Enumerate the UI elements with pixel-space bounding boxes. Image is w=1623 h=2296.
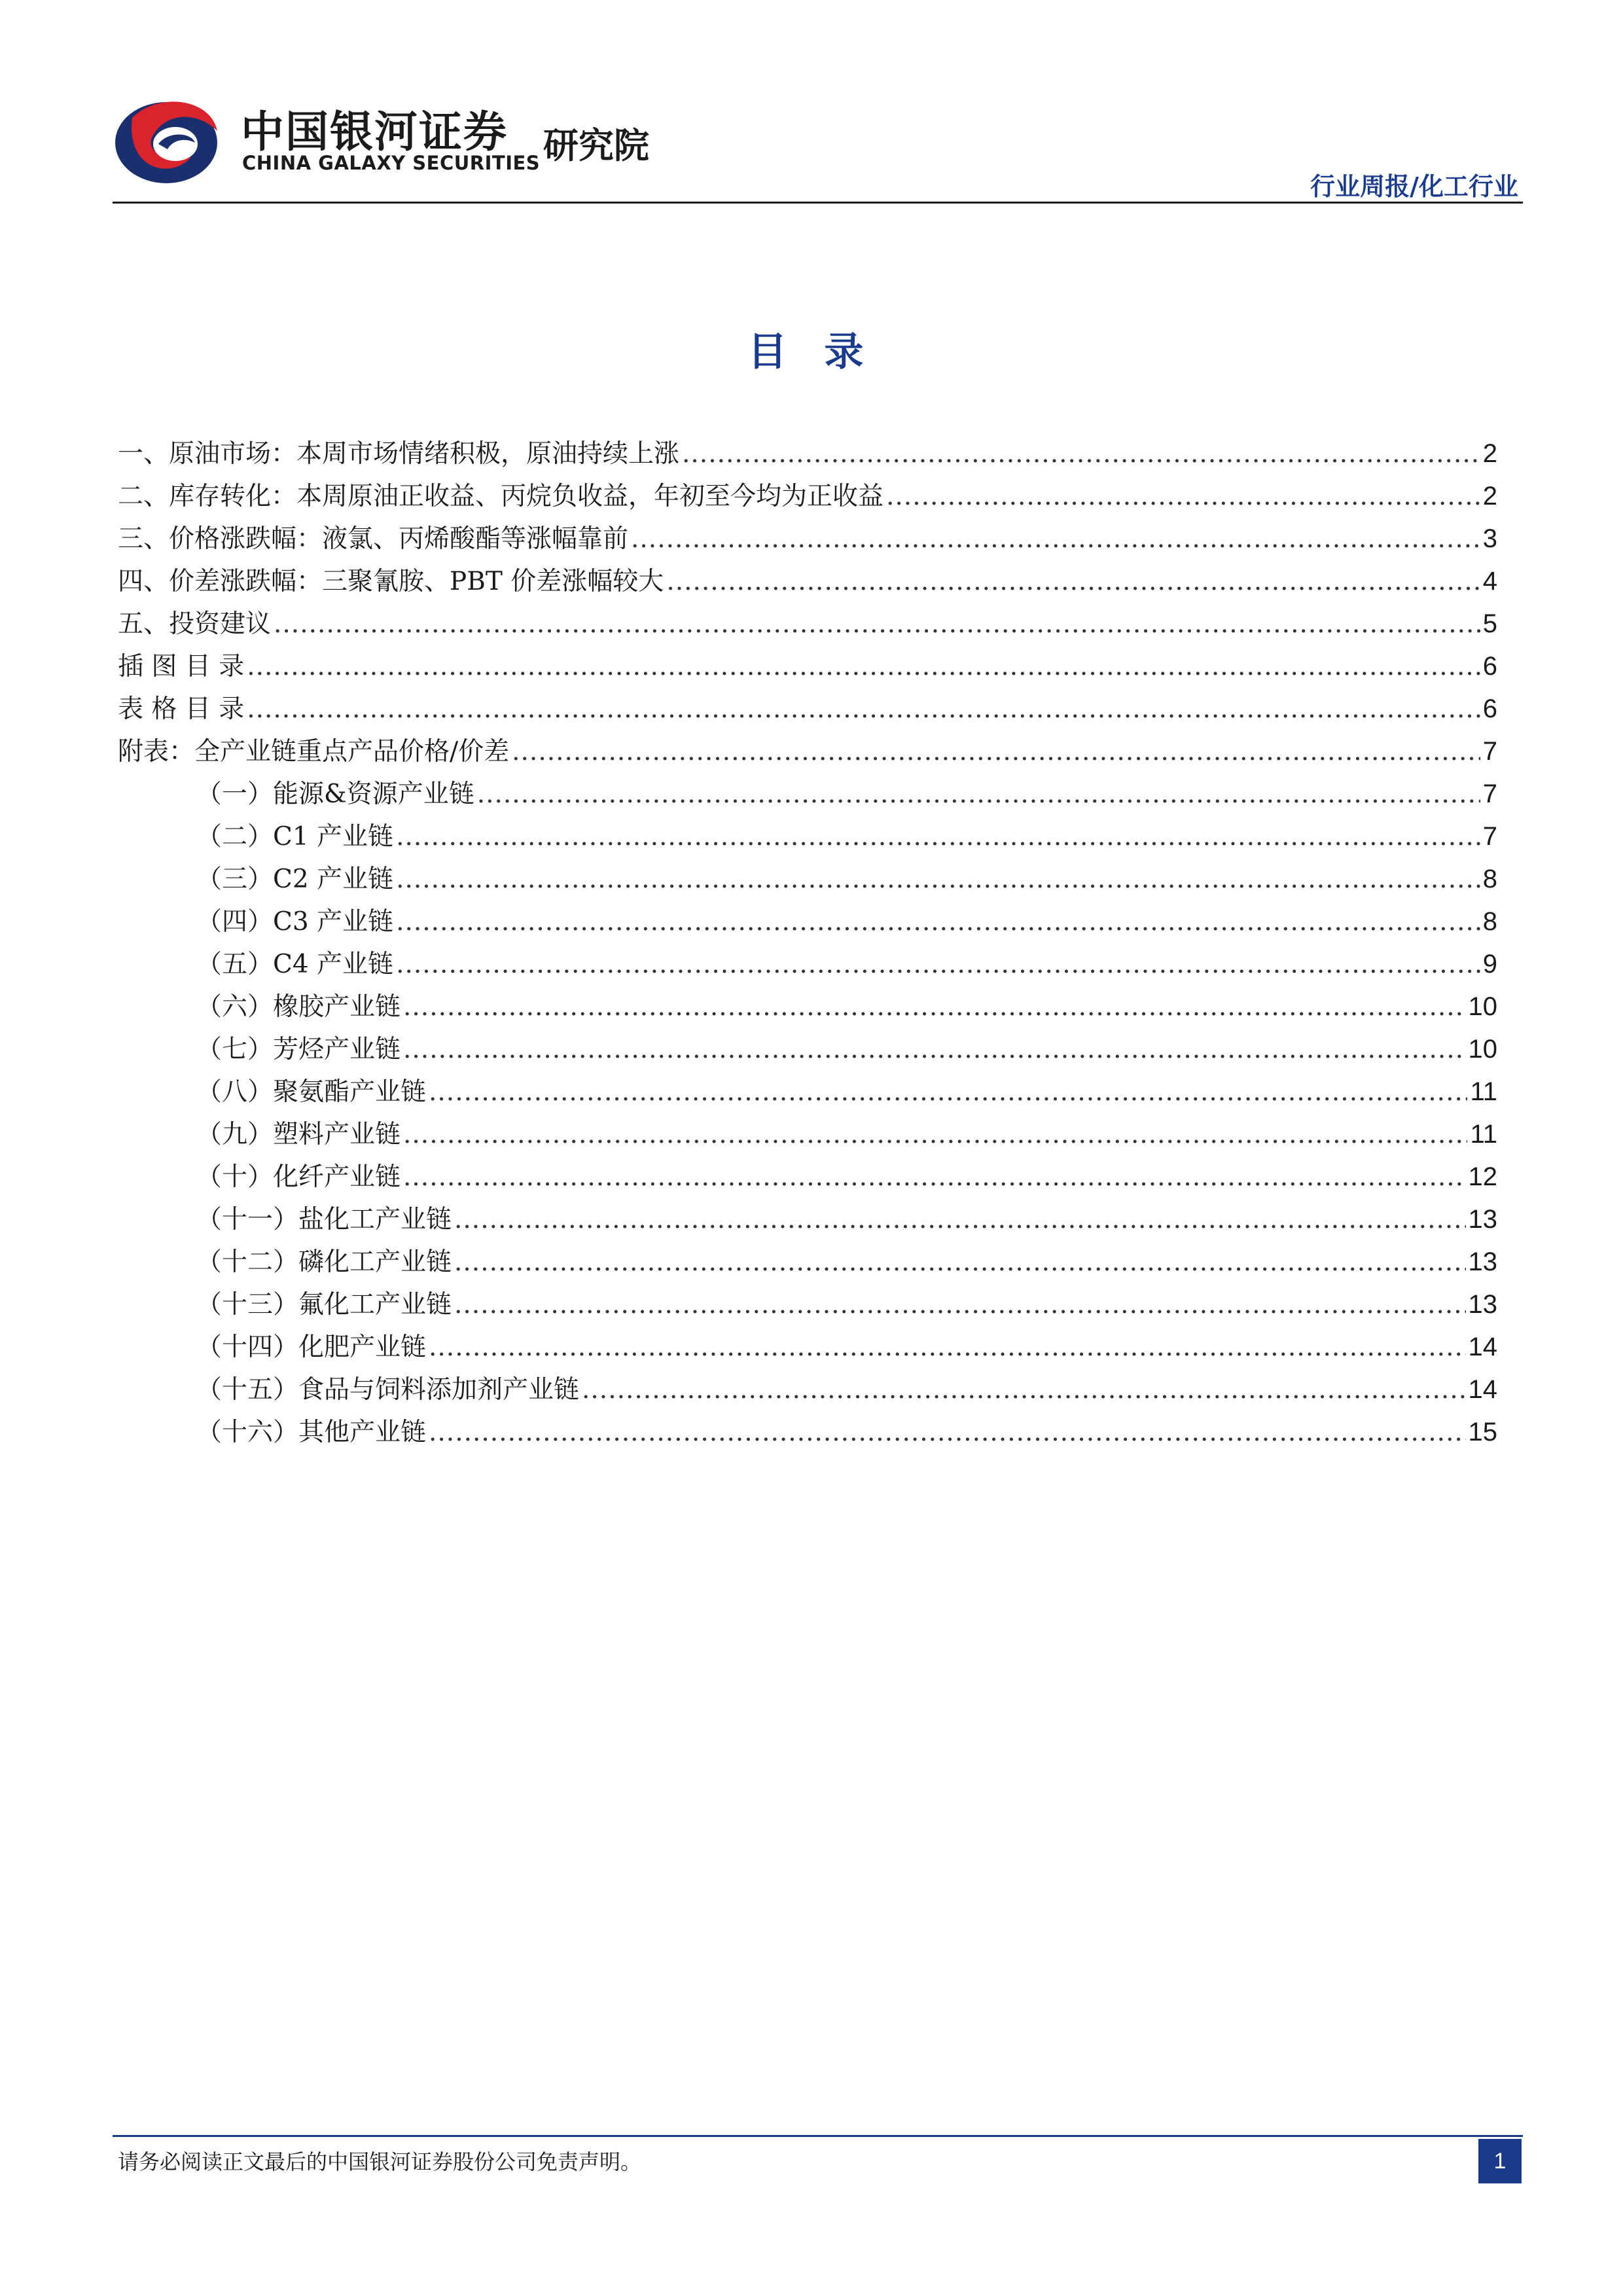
toc-entry-label: （九）塑料产业链 bbox=[196, 1120, 401, 1149]
toc-entry-label: 表 格 目 录 bbox=[118, 694, 245, 724]
toc-entry-label: （十五）食品与饲料添加剂产业链 bbox=[196, 1375, 580, 1405]
toc-entry-page: 2 bbox=[1482, 439, 1497, 468]
toc-dot-leader bbox=[396, 822, 1480, 852]
toc-entry[interactable] bbox=[118, 986, 1497, 1029]
toc-entry-page: 6 bbox=[1482, 652, 1497, 681]
toc-entry-page: 4 bbox=[1482, 567, 1497, 596]
toc-entry[interactable] bbox=[118, 476, 1497, 518]
toc-title: 目 录 bbox=[747, 329, 876, 375]
toc-dot-leader bbox=[454, 1290, 1465, 1319]
toc-entry-label: 五、投资建议 bbox=[118, 609, 272, 639]
toc-entry[interactable] bbox=[118, 731, 1497, 774]
toc-entry-label: 一、原油市场：本周市场情绪积极，原油持续上涨 bbox=[118, 439, 680, 469]
toc-entry[interactable] bbox=[118, 1284, 1497, 1327]
toc-entry[interactable] bbox=[118, 816, 1497, 859]
toc-dot-leader bbox=[682, 439, 1480, 469]
toc-entry[interactable] bbox=[118, 561, 1497, 603]
toc-entry-label: 三、价格涨跌幅：液氯、丙烯酸酯等涨幅靠前 bbox=[118, 524, 629, 554]
toc-entry-label: （十六）其他产业链 bbox=[196, 1418, 427, 1447]
toc-entry-label: 二、库存转化：本周原油正收益、丙烷负收益，年初至今均为正收益 bbox=[118, 482, 884, 511]
toc-entry[interactable] bbox=[118, 1412, 1497, 1454]
toc-entry[interactable] bbox=[118, 1242, 1497, 1284]
toc-dot-leader bbox=[274, 609, 1480, 639]
toc-dot-leader bbox=[454, 1205, 1465, 1234]
page-number: 1 bbox=[1478, 2139, 1522, 2183]
toc-entry-label: （十二）磷化工产业链 bbox=[196, 1247, 452, 1277]
toc-dot-leader bbox=[886, 482, 1480, 511]
header-divider bbox=[113, 202, 1523, 204]
toc-entry-label: （八）聚氨酯产业链 bbox=[196, 1077, 427, 1107]
galaxy-logo-icon bbox=[113, 92, 230, 190]
toc-entry[interactable] bbox=[118, 1114, 1497, 1157]
toc-dot-leader bbox=[429, 1418, 1465, 1447]
toc-dot-leader bbox=[403, 1035, 1465, 1064]
toc-dot-leader bbox=[247, 694, 1480, 724]
toc-dot-leader bbox=[247, 652, 1480, 681]
toc-entry[interactable] bbox=[118, 901, 1497, 944]
toc-entry-page: 14 bbox=[1468, 1333, 1497, 1361]
toc-entry-label: （三）C2 产业链 bbox=[196, 865, 394, 894]
toc-entry-page: 7 bbox=[1482, 822, 1497, 851]
toc-entry-page: 12 bbox=[1468, 1162, 1497, 1191]
toc-entry[interactable] bbox=[118, 1029, 1497, 1071]
toc-entry-page: 10 bbox=[1468, 1035, 1497, 1064]
toc-entry-page: 5 bbox=[1482, 609, 1497, 638]
toc-entry[interactable] bbox=[118, 1327, 1497, 1369]
toc-entry-label: （二）C1 产业链 bbox=[196, 822, 394, 852]
brand-name-cn: 中国银河证券 bbox=[241, 107, 508, 157]
toc-entry-page: 14 bbox=[1468, 1375, 1497, 1404]
toc-entry[interactable] bbox=[118, 1071, 1497, 1114]
footer-divider bbox=[113, 2135, 1523, 2137]
toc-dot-leader bbox=[454, 1247, 1465, 1277]
toc-dot-leader bbox=[396, 865, 1480, 894]
toc-entry-page: 8 bbox=[1482, 865, 1497, 893]
toc-entry-label: （十）化纤产业链 bbox=[196, 1162, 401, 1192]
toc-entry[interactable] bbox=[118, 859, 1497, 901]
brand-name-en: CHINA GALAXY SECURITIES bbox=[242, 152, 541, 174]
toc-entry-label: 插 图 目 录 bbox=[118, 652, 245, 681]
toc-entry-label: （七）芳烃产业链 bbox=[196, 1035, 401, 1064]
toc-entry-page: 6 bbox=[1482, 694, 1497, 723]
toc-dot-leader bbox=[429, 1333, 1465, 1362]
toc-entry-page: 8 bbox=[1482, 907, 1497, 936]
toc-dot-leader bbox=[403, 1162, 1465, 1192]
toc-entry-page: 7 bbox=[1482, 780, 1497, 808]
toc-entry[interactable] bbox=[118, 646, 1497, 689]
toc-dot-leader bbox=[582, 1375, 1465, 1405]
toc-dot-leader bbox=[396, 907, 1480, 937]
toc-entry-label: （六）橡胶产业链 bbox=[196, 992, 401, 1022]
toc-entry-page: 13 bbox=[1468, 1247, 1497, 1276]
toc-dot-leader bbox=[429, 1077, 1467, 1107]
toc-entry-page: 11 bbox=[1470, 1077, 1497, 1106]
toc-entry[interactable] bbox=[118, 603, 1497, 646]
toc-entry-label: 四、价差涨跌幅：三聚氰胺、PBT 价差涨幅较大 bbox=[118, 567, 664, 596]
report-type-label: 行业周报/化工行业 bbox=[1310, 172, 1518, 201]
toc-entry-label: 附表：全产业链重点产品价格/价差 bbox=[118, 737, 510, 766]
toc-entry-label: （四）C3 产业链 bbox=[196, 907, 394, 937]
toc-entry[interactable] bbox=[118, 774, 1497, 816]
toc-entry[interactable] bbox=[118, 1199, 1497, 1242]
toc-entry[interactable] bbox=[118, 944, 1497, 986]
institute-label: 研究院 bbox=[543, 125, 649, 166]
toc-entry[interactable] bbox=[118, 433, 1497, 476]
toc-dot-leader bbox=[512, 737, 1480, 766]
disclaimer-text: 请务必阅读正文最后的中国银河证券股份公司免责声明。 bbox=[118, 2149, 642, 2174]
toc-entry[interactable] bbox=[118, 689, 1497, 731]
toc-dot-leader bbox=[396, 950, 1480, 979]
toc-entry-label: （十三）氟化工产业链 bbox=[196, 1290, 452, 1319]
toc-entry[interactable] bbox=[118, 1369, 1497, 1412]
toc-entry-page: 13 bbox=[1468, 1290, 1497, 1319]
toc-list bbox=[118, 433, 1497, 1454]
toc-entry-label: （十一）盐化工产业链 bbox=[196, 1205, 452, 1234]
toc-dot-leader bbox=[631, 524, 1480, 554]
toc-dot-leader bbox=[477, 780, 1480, 809]
toc-entry-page: 11 bbox=[1470, 1120, 1497, 1149]
toc-entry-page: 2 bbox=[1482, 482, 1497, 511]
toc-entry-page: 9 bbox=[1482, 950, 1497, 978]
toc-entry[interactable] bbox=[118, 1157, 1497, 1199]
toc-entry-label: （一）能源&资源产业链 bbox=[196, 780, 474, 809]
toc-entry-page: 15 bbox=[1468, 1418, 1497, 1446]
toc-dot-leader bbox=[403, 992, 1465, 1022]
toc-entry[interactable] bbox=[118, 518, 1497, 561]
toc-entry-label: （五）C4 产业链 bbox=[196, 950, 394, 979]
toc-entry-page: 13 bbox=[1468, 1205, 1497, 1234]
toc-entry-page: 10 bbox=[1468, 992, 1497, 1021]
toc-entry-page: 7 bbox=[1482, 737, 1497, 766]
toc-dot-leader bbox=[666, 567, 1480, 596]
toc-entry-page: 3 bbox=[1482, 524, 1497, 553]
toc-entry-label: （十四）化肥产业链 bbox=[196, 1333, 427, 1362]
toc-dot-leader bbox=[403, 1120, 1467, 1149]
